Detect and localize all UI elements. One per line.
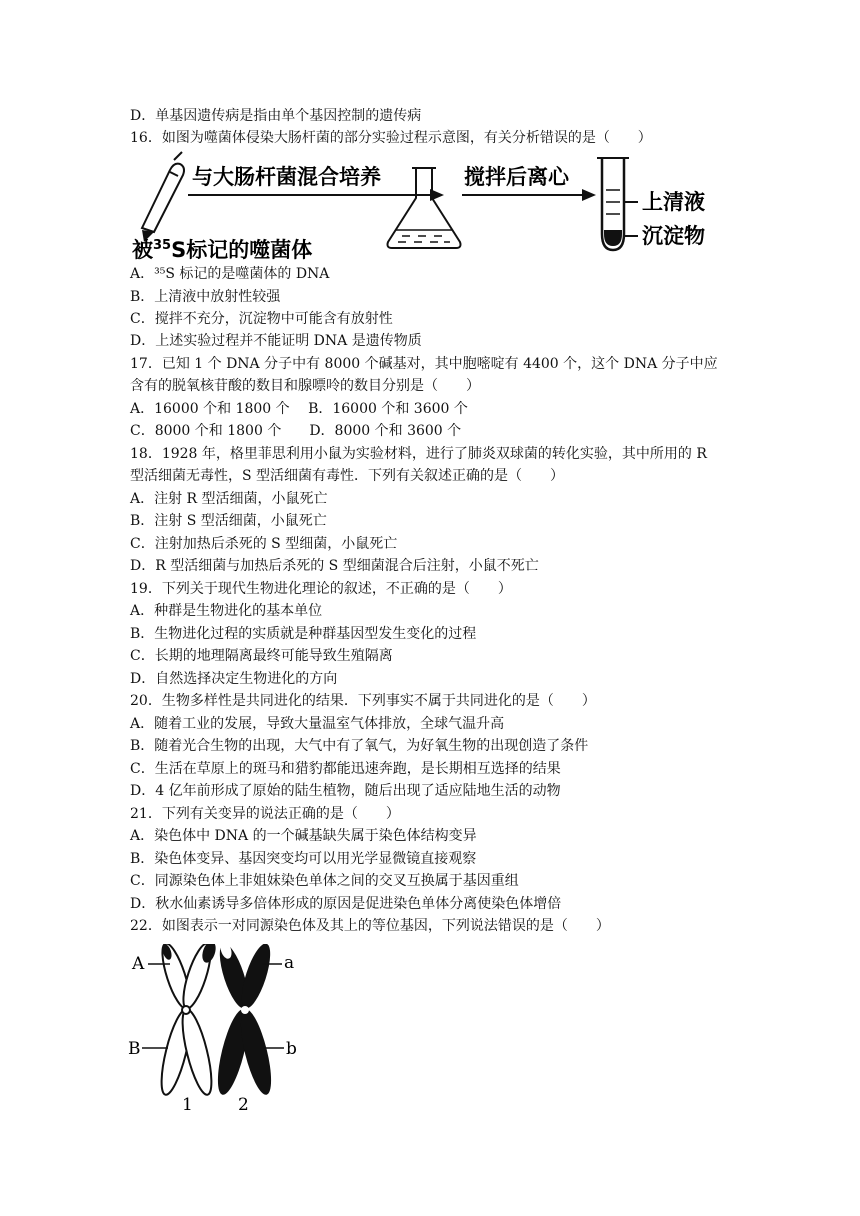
q21-option-a: A．染色体中 DNA 的一个碱基缺失属于染色体结构变异 bbox=[130, 828, 477, 844]
arrow-2 bbox=[462, 189, 596, 201]
q17-options-ab: A．16000 个和 1800 个 B．16000 个和 3600 个 bbox=[130, 401, 468, 417]
sediment-label: 沉淀物 bbox=[642, 224, 705, 248]
step1-label: 与大肠杆菌混合培养 bbox=[192, 165, 381, 189]
q22-stem: 22．如图表示一对同源染色体及其上的等位基因，下列说法错误的是（ ） bbox=[130, 918, 610, 934]
q19-option-b: B．生物进化过程的实质就是种群基因型发生变化的过程 bbox=[130, 626, 477, 642]
arrow-1 bbox=[188, 189, 444, 201]
q17-stem-cont: 含有的脱氧核苷酸的数目和腺嘌呤的数目分别是（ ） bbox=[130, 378, 480, 394]
gene-b-label: b bbox=[286, 1039, 297, 1059]
q19-stem: 19．下列关于现代生物进化理论的叙述，不正确的是（ ） bbox=[130, 581, 512, 597]
supernatant-label: 上清液 bbox=[642, 190, 705, 214]
chromosome-1 bbox=[156, 944, 218, 1097]
phage-experiment-figure bbox=[130, 150, 730, 262]
q17-stem: 17．已知 1 个 DNA 分子中有 8000 个碱基对，其中胞嘧啶有 4400 个，这个 DNA 分子中应 bbox=[130, 356, 718, 372]
q18-stem-cont: 型活细菌无毒性，S 型活细菌有毒性．下列有关叙述正确的是（ ） bbox=[130, 468, 565, 484]
q21-option-c: C．同源染色体上非姐妹染色单体之间的交叉互换属于基因重组 bbox=[130, 873, 519, 889]
q21-option-d: D．秋水仙素诱导多倍体形成的原因是促进染色单体分离使染色体增倍 bbox=[130, 896, 562, 912]
q18-option-a: A．注射 R 型活细菌，小鼠死亡 bbox=[130, 491, 328, 507]
pipette-icon bbox=[142, 152, 184, 242]
q16-option-d: D．上述实验过程并不能证明 DNA 是遗传物质 bbox=[130, 333, 422, 349]
q18-option-b: B．注射 S 型活细菌，小鼠死亡 bbox=[130, 513, 327, 529]
q18-option-d: D．R 型活细菌与加热后杀死的 S 型细菌混合后注射，小鼠不死亡 bbox=[130, 558, 539, 574]
q16-option-b: B．上清液中放射性较强 bbox=[130, 289, 281, 305]
q18-stem: 18．1928 年，格里菲思利用小鼠为实验材料，进行了肺炎双球菌的转化实验，其中所用的 R bbox=[130, 446, 707, 462]
q21-stem: 21．下列有关变异的说法正确的是（ ） bbox=[130, 806, 400, 822]
q15-option-d: D．单基因遗传病是指由单个基因控制的遗传病 bbox=[130, 108, 422, 124]
q19-option-a: A．种群是生物进化的基本单位 bbox=[130, 603, 323, 619]
chromosome-2 bbox=[212, 944, 278, 1097]
q20-option-c: C．生活在草原上的斑马和猎豹都能迅速奔跑，是长期相互选择的结果 bbox=[130, 761, 561, 777]
q20-option-b: B．随着光合生物的出现，大气中有了氧气，为好氧生物的出现创造了条件 bbox=[130, 738, 589, 754]
homologous-chromosomes-figure bbox=[126, 944, 306, 1114]
q18-option-c: C．注射加热后杀死的 S 型细菌，小鼠死亡 bbox=[130, 536, 398, 552]
gene-B-label: B bbox=[128, 1039, 141, 1059]
chromosome-2-number: 2 bbox=[238, 1095, 249, 1114]
flask-icon bbox=[388, 168, 461, 248]
step2-label: 搅拌后离心 bbox=[464, 165, 569, 189]
q19-option-c: C．长期的地理隔离最终可能导致生殖隔离 bbox=[130, 648, 393, 664]
q19-option-d: D．自然选择决定生物进化的方向 bbox=[130, 671, 338, 687]
phage-label: 被$^{35}$S标记的噬菌体 bbox=[132, 238, 313, 262]
gene-a-label: a bbox=[284, 953, 295, 973]
gene-A-label: A bbox=[132, 954, 145, 974]
q21-option-b: B．染色体变异、基因突变均可以用光学显微镜直接观察 bbox=[130, 851, 477, 867]
q20-stem: 20．生物多样性是共同进化的结果．下列事实不属于共同进化的是（ ） bbox=[130, 693, 596, 709]
q17-options-cd: C．8000 个和 1800 个 D．8000 个和 3600 个 bbox=[130, 423, 462, 439]
chromosome-1-number: 1 bbox=[182, 1095, 193, 1114]
q20-option-a: A．随着工业的发展，导致大量温室气体排放，全球气温升高 bbox=[130, 716, 505, 732]
q16-stem: 16．如图为噬菌体侵染大肠杆菌的部分实验过程示意图，有关分析错误的是（ ） bbox=[130, 130, 652, 146]
q16-option-c: C．搅拌不充分，沉淀物中可能含有放射性 bbox=[130, 311, 393, 327]
test-tube-icon bbox=[597, 158, 638, 250]
q20-option-d: D．4 亿年前形成了原始的陆生植物，随后出现了适应陆地生活的动物 bbox=[130, 783, 561, 799]
q16-option-a: A．³⁵S 标记的是噬菌体的 DNA bbox=[130, 266, 330, 282]
